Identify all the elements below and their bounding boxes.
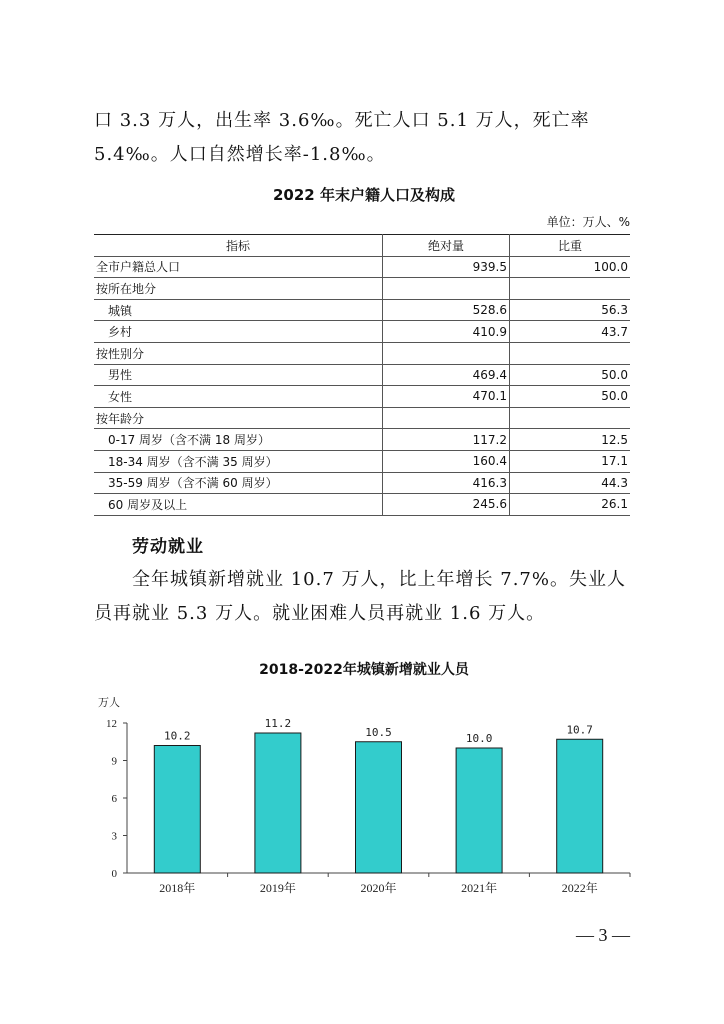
row-value: 117.2	[383, 429, 510, 451]
page-number: — 3 —	[576, 925, 630, 945]
table-row	[94, 321, 630, 343]
section-heading: 劳动就业	[132, 537, 204, 557]
row-label: 18-34 周岁（含不满 35 周岁）	[94, 450, 383, 472]
table-row	[94, 364, 630, 386]
bar-value-label: 10.2	[164, 729, 191, 743]
row-label: 0-17 周岁（含不满 18 周岁）	[94, 429, 383, 451]
row-label: 城镇	[94, 299, 383, 321]
bar-value-label: 10.5	[365, 725, 392, 739]
row-value: 939.5	[383, 256, 510, 278]
table-row	[94, 472, 630, 494]
row-share: 50.0	[510, 386, 631, 408]
population-paragraph: 口 3.3 万人，出生率 3.6‰。死亡人口 5.1 万人，死亡率 5.4‰。人口自然增长率-1.8‰。	[94, 110, 590, 165]
row-share	[510, 278, 631, 300]
row-value	[383, 342, 510, 364]
row-label: 女性	[94, 386, 383, 408]
table-unit: 单位：万人、%	[546, 215, 630, 229]
y-tick-label: 3	[111, 830, 117, 843]
table-row	[94, 429, 630, 451]
x-tick-label: 2022年	[561, 881, 598, 895]
table-row	[94, 278, 630, 300]
row-value: 470.1	[383, 386, 510, 408]
row-value	[383, 278, 510, 300]
row-value: 528.6	[383, 299, 510, 321]
row-share: 50.0	[510, 364, 631, 386]
table-row	[94, 450, 630, 472]
row-label: 60 周岁及以上	[94, 494, 383, 516]
row-share	[510, 342, 631, 364]
row-share	[510, 407, 631, 429]
table-header-row	[94, 235, 630, 257]
row-share: 100.0	[510, 256, 631, 278]
row-value: 469.4	[383, 364, 510, 386]
row-share: 17.1	[510, 450, 631, 472]
x-tick-label: 2019年	[259, 881, 296, 895]
table-row	[94, 407, 630, 429]
row-value: 416.3	[383, 472, 510, 494]
row-share: 56.3	[510, 299, 631, 321]
row-label: 35-59 周岁（含不满 60 周岁）	[94, 472, 383, 494]
bar	[356, 742, 402, 873]
x-tick-label: 2018年	[159, 881, 196, 895]
y-tick-label: 12	[106, 718, 117, 730]
row-share: 12.5	[510, 429, 631, 451]
row-share: 26.1	[510, 494, 631, 516]
header-share: 比重	[510, 235, 631, 257]
row-value: 410.9	[383, 321, 510, 343]
row-label: 按年龄分	[94, 407, 383, 429]
table-title: 2022 年末户籍人口及构成	[273, 186, 455, 204]
employment-bar-chart	[90, 688, 640, 908]
table-row	[94, 342, 630, 364]
row-label: 男性	[94, 364, 383, 386]
table-row	[94, 299, 630, 321]
header-absolute: 绝对量	[383, 235, 510, 257]
table-row	[94, 494, 630, 516]
header-indicator: 指标	[94, 235, 383, 257]
bar	[154, 746, 200, 874]
bar	[255, 733, 301, 873]
row-share: 43.7	[510, 321, 631, 343]
y-tick-label: 9	[111, 755, 117, 768]
bar-value-label: 11.2	[264, 717, 292, 730]
row-value: 160.4	[383, 450, 510, 472]
row-label: 按所在地分	[94, 278, 383, 300]
population-table	[94, 234, 630, 516]
row-value	[383, 407, 510, 429]
x-tick-label: 2021年	[461, 881, 498, 895]
x-tick-label: 2020年	[360, 881, 397, 895]
bar	[557, 739, 603, 873]
bar	[456, 748, 502, 873]
row-label: 全市户籍总人口	[94, 256, 383, 278]
y-tick-label: 0	[111, 868, 117, 880]
row-label: 按性别分	[94, 342, 383, 364]
table-row	[94, 256, 630, 278]
y-tick-label: 6	[111, 793, 117, 805]
bar-value-label: 10.7	[566, 723, 593, 737]
row-label: 乡村	[94, 321, 383, 343]
employment-paragraph: 全年城镇新增就业 10.7 万人，比上年增长 7.7%。失业人员再就业 5.3 万人。就业困难人员再就业 1.6 万人。	[94, 569, 626, 624]
y-axis-label: 万人	[98, 696, 120, 709]
bar-value-label: 10.0	[465, 732, 493, 745]
row-share: 44.3	[510, 472, 631, 494]
row-value: 245.6	[383, 494, 510, 516]
chart-title: 2018-2022年城镇新增就业人员	[259, 662, 469, 678]
table-row	[94, 386, 630, 408]
